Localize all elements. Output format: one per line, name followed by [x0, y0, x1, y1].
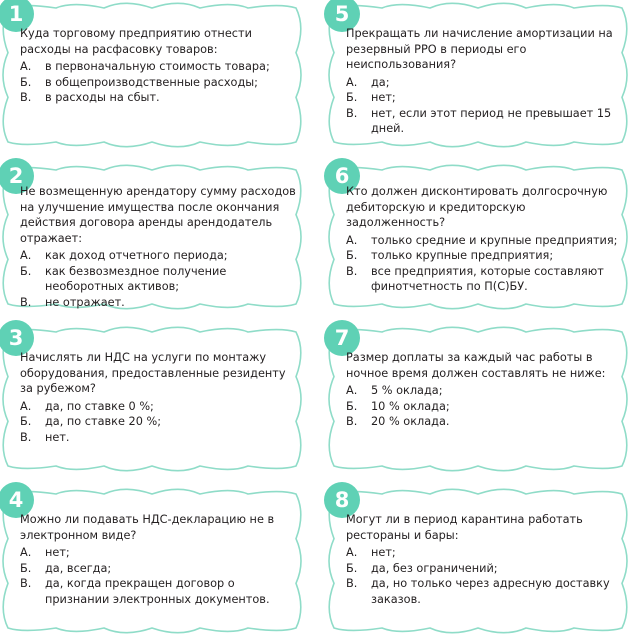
answer-option-c	[20, 295, 300, 311]
question-block	[20, 26, 300, 106]
option-letter: Б.	[346, 561, 358, 575]
question-text: Кто должен дисконтировать долгосрочную дебиторскую и кредиторскую задолженность?	[346, 185, 608, 229]
option-letter: А.	[346, 546, 358, 559]
option-text: нет;	[45, 546, 70, 559]
option-text: в первоначальную стоимость товара;	[45, 60, 270, 73]
option-text: нет, если этот период не превышает 15 дней.	[371, 106, 612, 135]
option-letter: А.	[346, 384, 358, 397]
question-text: Не возмещенную арендатору сумму расходов на улучшение имущества после окончания действия договора аренды арендодатель отражает:	[20, 185, 296, 245]
quiz-card-1	[0, 0, 304, 150]
option-text: да, без ограничений;	[371, 561, 498, 575]
question-block	[346, 184, 626, 295]
quiz-card-8	[326, 486, 630, 636]
answer-option-b	[20, 264, 300, 295]
option-text: нет.	[45, 430, 70, 444]
question-block	[20, 512, 300, 607]
answer-option-c	[20, 576, 300, 607]
question-text: Начислять ли НДС на услуги по монтажу оборудования, предоставленные резиденту за рубежом?	[20, 351, 286, 395]
question-block	[346, 26, 626, 137]
card-number-badge: 2	[0, 158, 34, 194]
answer-option-c	[346, 414, 626, 430]
quiz-card-2	[0, 162, 304, 312]
option-letter: Б.	[20, 415, 32, 428]
card-number-badge: 4	[0, 482, 34, 518]
question-text: Прекращать ли начисление амортизации на резервный РРО в периоды его неиспользования?	[346, 27, 613, 71]
option-text: только крупные предприятия;	[371, 249, 554, 262]
quiz-card-4	[0, 486, 304, 636]
answer-option-c	[20, 90, 300, 106]
option-letter: Б.	[346, 249, 358, 262]
answer-option-b	[346, 90, 626, 106]
answer-option-c	[346, 106, 626, 137]
option-text: как безвозмездное получение необоротных активов;	[45, 264, 227, 293]
quiz-card-6	[326, 162, 630, 312]
answer-option-a	[346, 233, 626, 249]
question-block	[20, 350, 300, 445]
option-text: не отражает.	[45, 295, 125, 309]
answer-option-a	[20, 399, 300, 415]
card-number-badge: 6	[324, 158, 360, 194]
option-letter: Б.	[346, 91, 358, 104]
question-text: Куда торговому предприятию отнести расходы на расфасовку товаров:	[20, 27, 252, 56]
option-letter: А.	[20, 546, 32, 559]
answer-option-b	[20, 75, 300, 91]
quiz-card-5	[326, 0, 630, 150]
option-letter: А.	[20, 399, 32, 413]
answer-option-b	[346, 561, 626, 577]
question-text: Можно ли подавать НДС-декларацию не в электронном виде?	[20, 513, 275, 542]
option-letter: А.	[20, 60, 32, 73]
option-text: в расходы на сбыт.	[45, 91, 160, 104]
option-letter: В.	[20, 295, 32, 309]
option-text: да, по ставке 20 %;	[45, 415, 162, 428]
option-letter: В.	[346, 106, 358, 120]
option-text: да, когда прекращен договор о признании электронных документов.	[45, 577, 270, 606]
option-letter: В.	[20, 430, 32, 444]
quiz-card-3	[0, 324, 304, 474]
option-text: да, всегда;	[45, 561, 112, 575]
option-text: в общепроизводственные расходы;	[45, 75, 258, 89]
option-text: 5 % оклада;	[371, 384, 443, 397]
answer-option-c	[346, 576, 626, 607]
option-letter: Б.	[20, 75, 32, 89]
option-text: да, но только через адресную доставку заказов.	[371, 577, 610, 606]
quiz-card-7	[326, 324, 630, 474]
answer-option-a	[20, 248, 300, 264]
option-letter: Б.	[20, 264, 32, 278]
answer-option-c	[346, 264, 626, 295]
question-block	[20, 184, 300, 310]
option-letter: Б.	[20, 561, 32, 575]
option-letter: В.	[346, 415, 358, 428]
answer-option-a	[346, 75, 626, 91]
option-text: все предприятия, которые составляют финотчетность по П(С)БУ.	[371, 264, 604, 293]
card-number-badge: 7	[324, 320, 360, 356]
answer-option-b	[346, 399, 626, 415]
option-text: только средние и крупные предприятия;	[371, 233, 618, 247]
option-letter: А.	[20, 249, 32, 262]
answer-option-a	[20, 59, 300, 75]
option-text: 20 % оклада.	[371, 415, 450, 428]
option-text: 10 % оклада;	[371, 399, 450, 413]
option-letter: А.	[346, 233, 358, 247]
card-number-badge: 8	[324, 482, 360, 518]
answer-option-a	[346, 383, 626, 399]
card-number-badge: 1	[0, 0, 34, 32]
option-letter: А.	[346, 75, 358, 89]
question-text: Размер доплаты за каждый час работы в ночное время должен составлять не ниже:	[346, 351, 606, 380]
option-text: да;	[371, 75, 390, 89]
option-text: нет;	[371, 91, 396, 104]
answer-option-c	[20, 430, 300, 446]
answer-option-b	[20, 414, 300, 430]
option-letter: В.	[346, 577, 358, 590]
question-block	[346, 512, 626, 607]
option-text: как доход отчетного периода;	[45, 249, 228, 262]
option-letter: В.	[20, 91, 32, 104]
option-text: нет;	[371, 546, 396, 559]
card-number-badge: 3	[0, 320, 34, 356]
question-text: Могут ли в период карантина работать рестораны и бары:	[346, 513, 583, 542]
card-number-badge: 5	[324, 0, 360, 32]
option-letter: Б.	[346, 399, 358, 413]
answer-option-b	[20, 561, 300, 577]
option-letter: В.	[20, 577, 32, 590]
answer-option-a	[20, 545, 300, 561]
option-letter: В.	[346, 264, 358, 278]
option-text: да, по ставке 0 %;	[45, 399, 154, 413]
answer-option-b	[346, 248, 626, 264]
answer-option-a	[346, 545, 626, 561]
question-block	[346, 350, 626, 430]
